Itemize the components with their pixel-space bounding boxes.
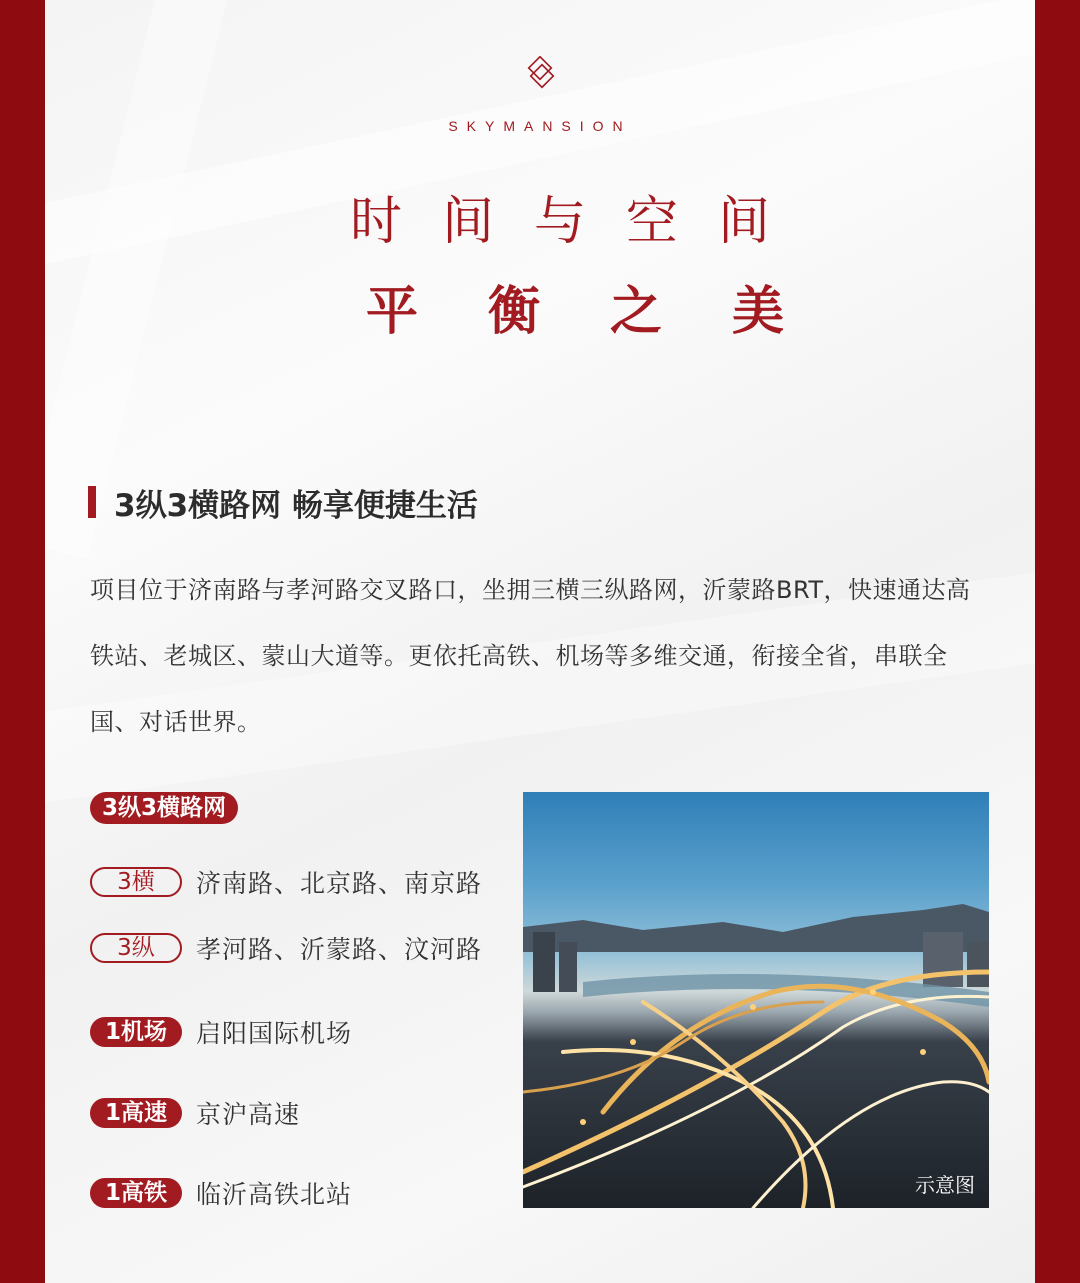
section-heading (88, 480, 478, 524)
transport-text: 孝河路、沂蒙路、汶河路 (196, 935, 483, 964)
interchange-illustration (523, 792, 989, 1208)
title-line-1: 时间与空间 (349, 192, 810, 252)
transport-tag: 3横 (90, 867, 182, 897)
diamond-logo-icon (524, 56, 558, 90)
transport-text: 济南路、北京路、南京路 (196, 869, 483, 898)
transport-row (90, 931, 482, 965)
transport-text: 启阳国际机场 (196, 1019, 353, 1048)
transport-tag: 1机场 (90, 1017, 182, 1047)
transport-text: 临沂高铁北站 (196, 1180, 353, 1209)
section-title: 3纵3横路网 畅享便捷生活 (114, 487, 478, 524)
transport-tag: 1高铁 (90, 1178, 182, 1208)
section-marker (88, 486, 96, 518)
photo-caption: 示意图 (915, 1173, 975, 1197)
interchange-photo (523, 792, 989, 1208)
transport-row (90, 1176, 352, 1210)
transport-tag: 3纵 (90, 933, 182, 963)
transport-row (90, 1015, 352, 1049)
transport-row (90, 1096, 300, 1130)
road-network-badge: 3纵3横路网 (90, 792, 238, 824)
transport-tag: 1高速 (90, 1098, 182, 1128)
transport-row (90, 865, 482, 899)
description-paragraph: 项目位于济南路与孝河路交叉路口，坐拥三横三纵路网，沂蒙路BRT，快速通达高铁站、老城区、蒙山大道等。更依托高铁、机场等多维交通，衔接全省，串联全国、对话世界。 (90, 576, 971, 736)
title-line-2: 平衡之美 (365, 282, 854, 342)
transport-text: 京沪高速 (196, 1100, 301, 1129)
brand-name: SKYMANSION (448, 118, 632, 134)
